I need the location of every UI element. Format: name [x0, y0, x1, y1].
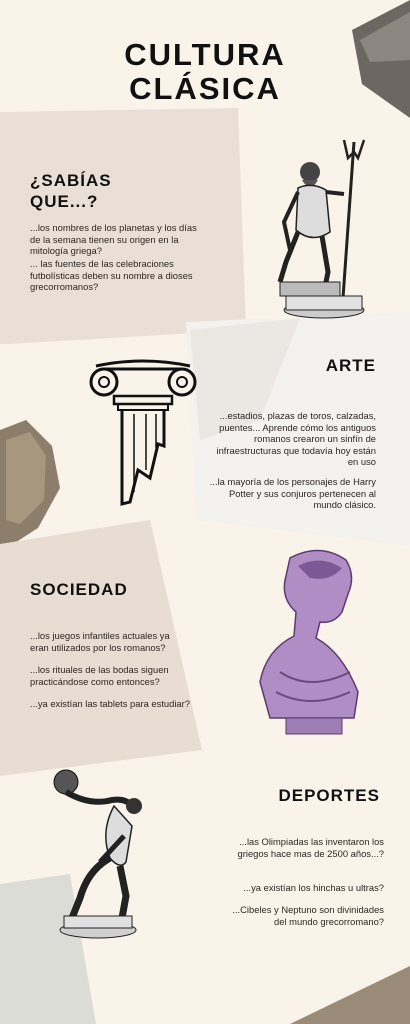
title-line-2: CLÁSICA	[129, 71, 281, 106]
sabias-heading	[30, 170, 112, 212]
deportes-paragraph-2: ...ya existían los hinchas u ultras?	[243, 882, 384, 893]
arte-paragraph-1: ...estadios, plazas de toros, calzadas, puentes... Aprende cómo los antiguos romanos crearon un sinfín de infraestructuras que todavía hoy están en uso	[216, 410, 376, 467]
ionic-column-illustration	[88, 352, 198, 512]
sabias-heading-line-2: QUE...?	[30, 192, 99, 211]
page-title	[0, 38, 410, 106]
sabias-heading-line-1: ¿SABÍAS	[30, 171, 112, 190]
paper-scrap-bottom-right	[290, 966, 410, 1024]
neptune-statue-illustration	[272, 132, 372, 327]
sociedad-paragraph-3: ...ya existían las tablets para estudiar?	[30, 698, 190, 709]
arte-paragraph-2: ...la mayoría de los personajes de Harry Potter y sus conjuros pertenecen al mundo clásico.	[209, 476, 376, 510]
purple-bust-illustration	[250, 542, 365, 742]
arte-heading: ARTE	[325, 356, 376, 375]
sociedad-paragraph-1: ...los juegos infantiles actuales ya eran utilizados por los romanos?	[30, 630, 170, 653]
deportes-heading: DEPORTES	[278, 786, 380, 805]
sociedad-paragraph-2: ...los rituales de las bodas siguen practicándose como entonces?	[30, 664, 169, 687]
title-line-1: CULTURA	[124, 37, 286, 72]
sabias-paragraph-1: ...los nombres de los planetas y los días de la semana tienen su origen en la mitología griega?	[30, 222, 197, 256]
sociedad-heading: SOCIEDAD	[30, 580, 128, 599]
sabias-paragraph-2: ... las fuentes de las celebraciones futbolísticas deben su nombre a dioses grecorromanos?	[30, 258, 193, 292]
deportes-paragraph-3: ...Cibeles y Neptuno son divinidades del mundo grecorromano?	[232, 904, 384, 927]
deportes-paragraph-1: ...las Olimpiadas las inventaron los griegos hace mas de 2500 años...?	[237, 836, 384, 859]
discobolus-statue-illustration	[50, 766, 150, 946]
